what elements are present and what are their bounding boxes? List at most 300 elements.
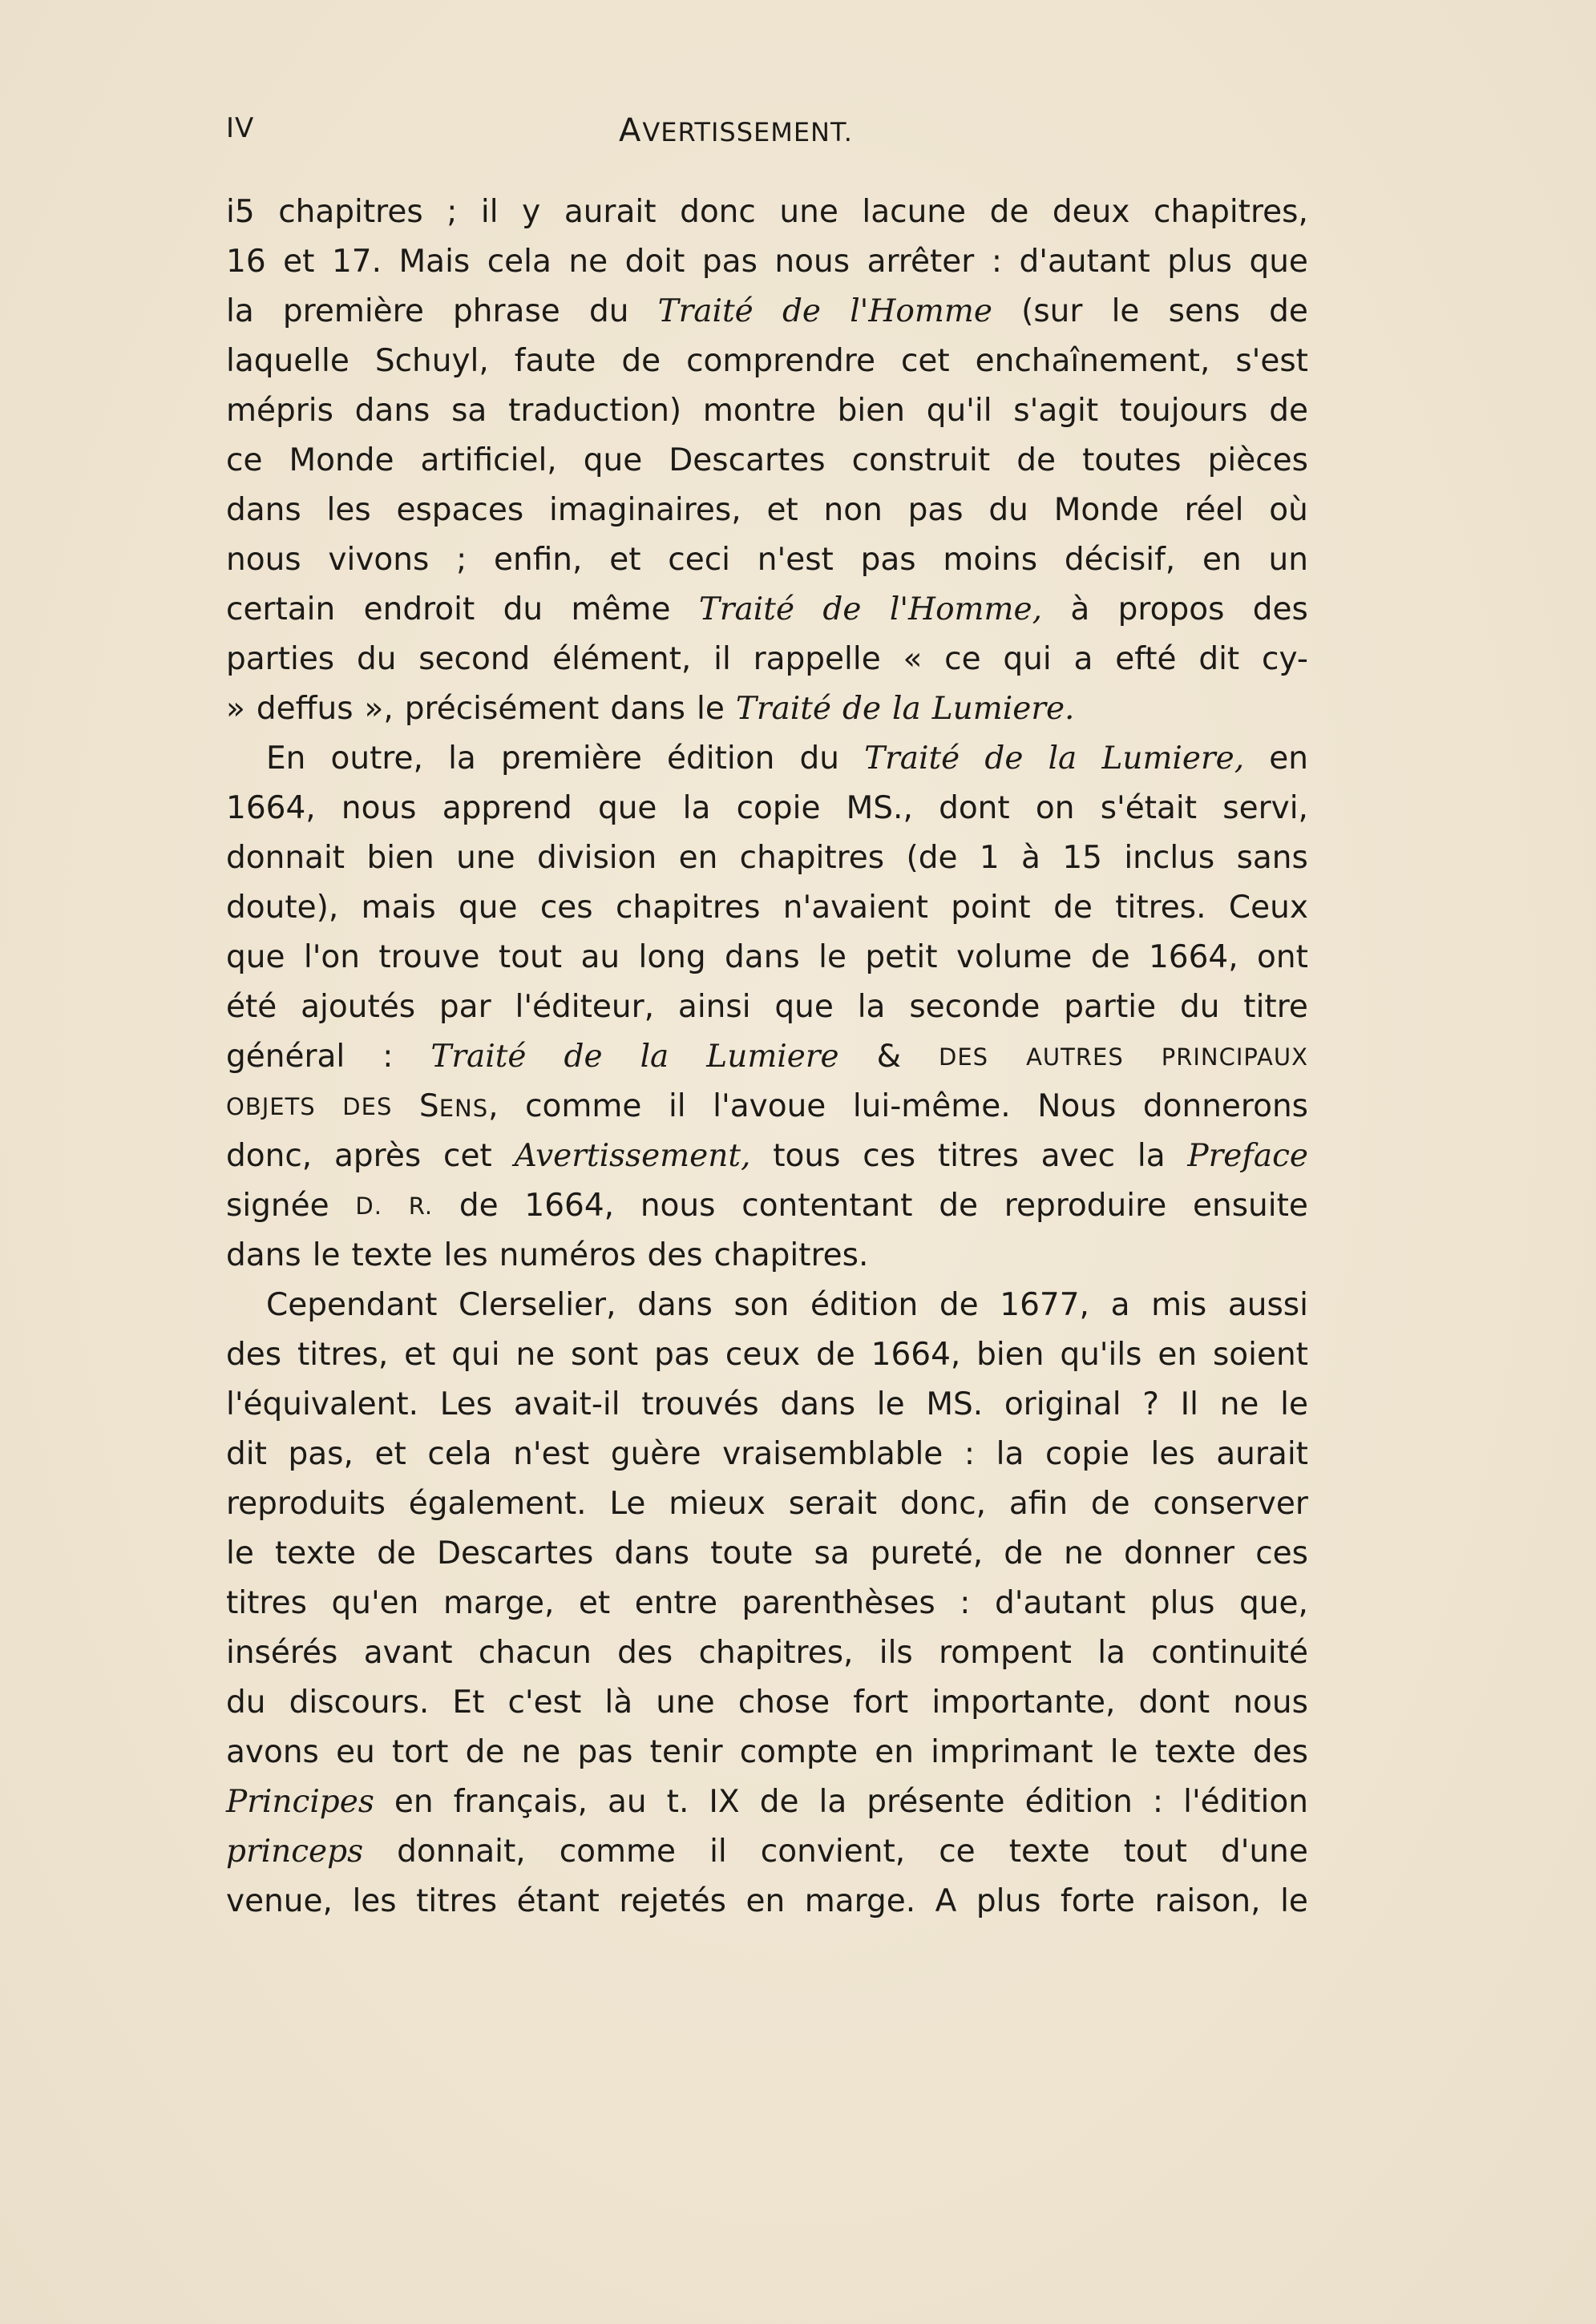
word: français, — [453, 1784, 588, 1820]
word: une — [656, 1684, 715, 1721]
word: la — [892, 691, 921, 727]
word: le — [876, 1386, 905, 1422]
word: du — [503, 591, 543, 627]
word: de — [1004, 1535, 1044, 1572]
word: avons — [226, 1734, 319, 1770]
word: de — [842, 691, 882, 727]
word: réel — [1184, 492, 1244, 528]
word: première — [282, 293, 424, 329]
word: R. — [408, 1192, 434, 1220]
word: du — [588, 293, 629, 329]
word: propos — [1117, 591, 1225, 627]
word: sans — [1236, 840, 1308, 876]
word: ne — [1219, 1386, 1259, 1422]
word: dit — [226, 1436, 267, 1472]
word: plus — [976, 1883, 1041, 1919]
word: ne — [521, 1734, 561, 1770]
word: : — [964, 1436, 976, 1472]
word: ce — [939, 1834, 976, 1870]
word: et — [578, 1585, 611, 1621]
word: ceci — [668, 542, 730, 578]
word: dans — [226, 1237, 301, 1273]
word: texte — [351, 1237, 433, 1273]
word: MS., — [846, 790, 913, 826]
word: venue, — [226, 1883, 333, 1919]
word: pièces — [1207, 442, 1308, 478]
word: le — [312, 1237, 341, 1273]
word: continuité — [1151, 1635, 1308, 1671]
word: de — [459, 1188, 499, 1224]
word: reproduire — [1004, 1188, 1167, 1224]
word: Schuyl, — [374, 343, 489, 379]
word: conserver — [1153, 1486, 1308, 1522]
word: DES — [342, 1093, 393, 1120]
word: cet — [443, 1138, 492, 1174]
word: le — [697, 691, 725, 727]
word: la — [818, 1784, 847, 1820]
word: en — [745, 1883, 786, 1919]
word: sont — [571, 1337, 639, 1373]
word: d'autant — [1019, 244, 1150, 280]
word: pas — [654, 1337, 710, 1373]
word: le — [1280, 1883, 1308, 1919]
text-line — [226, 635, 1308, 684]
word: les — [1150, 1436, 1195, 1472]
word: mieux — [669, 1486, 766, 1522]
word: 1664, — [871, 1337, 961, 1373]
text-line — [226, 1529, 1308, 1579]
word: nous — [774, 244, 851, 280]
word: enchaînement, — [975, 343, 1210, 379]
word: qu'il — [926, 393, 992, 429]
word: même — [571, 591, 671, 627]
word: & — [876, 1039, 901, 1075]
word: de — [984, 740, 1024, 777]
word: copie — [1045, 1436, 1129, 1472]
word: a — [1110, 1287, 1130, 1323]
text-line — [226, 237, 1308, 287]
word: l'éditeur, — [515, 989, 655, 1025]
word: édition — [810, 1287, 919, 1323]
word: forte — [1061, 1883, 1135, 1919]
word: que — [583, 442, 643, 478]
word: qui — [451, 1337, 500, 1373]
word: ne — [1064, 1535, 1103, 1572]
word: par — [438, 989, 491, 1025]
word: bien — [366, 840, 434, 876]
word: faute — [514, 343, 596, 379]
word: que — [597, 790, 657, 826]
word: dans — [725, 939, 800, 975]
word: sa — [814, 1535, 850, 1572]
word: pas — [860, 542, 916, 578]
text-line — [226, 1430, 1308, 1479]
word: phrase — [453, 293, 560, 329]
word: donc — [680, 194, 756, 230]
text-line — [226, 486, 1308, 535]
word: ce — [944, 641, 981, 677]
word: que — [774, 989, 834, 1025]
word: des — [647, 1237, 703, 1273]
word: des — [1252, 591, 1308, 627]
word: seconde — [909, 989, 1040, 1025]
word: servi, — [1222, 790, 1308, 826]
text-line — [226, 1231, 1308, 1281]
word: convient, — [760, 1834, 906, 1870]
word: moins — [943, 542, 1038, 578]
word: des — [226, 1337, 282, 1373]
word: t. — [666, 1784, 689, 1820]
word: plus — [1167, 244, 1232, 280]
word: titres, — [297, 1337, 389, 1373]
word: princeps — [226, 1834, 364, 1870]
word: laquelle — [226, 343, 350, 379]
word: ces — [539, 890, 593, 926]
word: OBJETS — [226, 1093, 316, 1120]
word: à — [1070, 591, 1090, 627]
word: été — [226, 989, 277, 1025]
word: a — [1073, 641, 1093, 677]
word: Traité — [864, 740, 960, 777]
word: Ceux — [1228, 890, 1308, 926]
word: Avertissement, — [514, 1138, 751, 1174]
word: l'avoue — [713, 1088, 826, 1124]
word: raison, — [1154, 1883, 1261, 1919]
word: du — [988, 492, 1028, 528]
word: et — [404, 1337, 436, 1373]
page-number: IV — [226, 112, 255, 144]
word: cela — [487, 244, 552, 280]
word: Il — [1180, 1386, 1199, 1422]
word: il — [709, 1834, 727, 1870]
word: de — [759, 1784, 799, 1820]
word: Monde — [1053, 492, 1159, 528]
word: du — [356, 641, 397, 677]
word: au — [608, 1784, 647, 1820]
word: dont — [1138, 1684, 1210, 1721]
word: DES — [939, 1043, 989, 1071]
word: Mais — [398, 244, 471, 280]
word: ; — [446, 194, 458, 230]
word: tout — [498, 939, 563, 975]
word: ensuite — [1193, 1188, 1308, 1224]
word: il — [668, 1088, 686, 1124]
text-line — [226, 337, 1308, 386]
word: s'agit — [1013, 393, 1099, 429]
word: dans — [610, 691, 686, 727]
text-line — [226, 833, 1308, 883]
word: nous — [640, 1188, 716, 1224]
word: Les — [439, 1386, 493, 1422]
word: le — [818, 939, 846, 975]
word: en — [678, 840, 718, 876]
word: de — [1269, 393, 1308, 429]
word: y — [522, 194, 541, 230]
word: 15 — [1062, 840, 1102, 876]
word: également. — [408, 1486, 587, 1522]
word: cet — [900, 343, 950, 379]
word: sens — [1168, 293, 1240, 329]
text-line — [226, 883, 1308, 933]
word: En — [266, 740, 306, 777]
text-line — [226, 684, 1308, 734]
word: les — [326, 492, 371, 528]
word: dans — [226, 492, 301, 528]
word: décisif, — [1064, 542, 1176, 578]
word: des — [1252, 1734, 1308, 1770]
word: de — [1090, 939, 1130, 975]
text-line — [226, 1181, 1308, 1231]
word: d'une — [1220, 1834, 1308, 1870]
word: en — [1158, 1337, 1198, 1373]
word: son — [733, 1287, 790, 1323]
word: qu'en — [331, 1585, 419, 1621]
word: marge, — [442, 1585, 555, 1621]
word: AUTRES — [1026, 1043, 1124, 1071]
word: » — [226, 691, 245, 727]
word: rejetés — [619, 1883, 726, 1919]
word: ces — [1255, 1535, 1308, 1572]
word: artificiel, — [420, 442, 557, 478]
word: Principes — [226, 1784, 374, 1820]
word: comprendre — [686, 343, 875, 379]
word: précisément — [404, 691, 600, 727]
text-line — [226, 436, 1308, 486]
word: ceux — [725, 1337, 801, 1373]
word: que, — [1239, 1585, 1308, 1621]
word: 1664, — [524, 1188, 615, 1224]
word: Et — [452, 1684, 485, 1721]
word: l'équivalent. — [226, 1386, 419, 1422]
word: titres — [937, 1138, 1019, 1174]
word: la — [857, 989, 886, 1025]
word: « — [903, 641, 923, 677]
word: division — [536, 840, 657, 876]
word: le — [1111, 293, 1140, 329]
word: élément, — [552, 641, 692, 677]
word: que — [459, 890, 518, 926]
word: n'est — [757, 542, 834, 578]
word: soient — [1212, 1337, 1308, 1373]
word: mépris — [226, 393, 333, 429]
word: première — [500, 740, 642, 777]
word: qui — [1003, 641, 1052, 677]
word: plus — [1150, 1585, 1215, 1621]
word: titres — [226, 1585, 307, 1621]
word: pureté, — [870, 1535, 984, 1572]
word: chose — [737, 1684, 830, 1721]
word: trouve — [378, 939, 480, 975]
word: ainsi — [677, 989, 751, 1025]
word: IX — [709, 1784, 740, 1820]
word: nous — [226, 542, 301, 578]
word: second — [418, 641, 531, 677]
text-line — [226, 585, 1308, 635]
word: s'est — [1235, 343, 1308, 379]
word: c'est — [507, 1684, 582, 1721]
word: titre — [1243, 989, 1308, 1025]
word: texte — [1154, 1734, 1236, 1770]
word: ont — [1257, 939, 1308, 975]
text-line — [226, 1777, 1308, 1827]
word: la — [1048, 740, 1077, 777]
word: donnait — [226, 840, 345, 876]
word: espaces — [396, 492, 524, 528]
word: : — [960, 1585, 971, 1621]
word: enfin, — [494, 542, 583, 578]
word: 1664, — [1148, 939, 1238, 975]
word: après — [334, 1138, 422, 1174]
word: dont — [939, 790, 1010, 826]
word: avait-il — [513, 1386, 620, 1422]
word: la — [448, 740, 476, 777]
page-header — [226, 112, 1308, 152]
word: reproduits — [226, 1486, 386, 1522]
word: de — [939, 1287, 979, 1323]
word: en — [1269, 740, 1308, 777]
word: tenir — [649, 1734, 723, 1770]
word: de — [564, 1039, 603, 1075]
word: édition — [1024, 1784, 1133, 1820]
word: rappelle — [753, 641, 881, 677]
text-line — [226, 1082, 1308, 1132]
word: ; — [456, 542, 467, 578]
word: pas — [577, 1734, 633, 1770]
word: donc, — [226, 1138, 313, 1174]
word: marge. — [804, 1883, 916, 1919]
word: que — [226, 939, 285, 975]
word: Preface — [1187, 1138, 1308, 1174]
word: le — [226, 1535, 254, 1572]
text-line — [226, 933, 1308, 982]
word: ne — [515, 1337, 556, 1373]
word: Traité — [430, 1039, 527, 1075]
word: contentant — [741, 1188, 913, 1224]
word: que — [1249, 244, 1308, 280]
word: Traité — [735, 691, 831, 727]
word: édition — [667, 740, 775, 777]
word: imprimant — [931, 1734, 1093, 1770]
word: i5 — [226, 194, 255, 230]
word: tout — [1123, 1834, 1187, 1870]
word: et — [283, 244, 315, 280]
text-line — [226, 1579, 1308, 1628]
word: comme — [525, 1088, 642, 1124]
word: Traité — [657, 293, 754, 329]
word: la — [1137, 1138, 1166, 1174]
word: Clerselier, — [458, 1287, 616, 1323]
word: chacun — [478, 1635, 592, 1671]
word: ce — [226, 442, 263, 478]
word: chapitres — [615, 890, 761, 926]
word: : — [991, 244, 1002, 280]
text-line — [226, 1330, 1308, 1380]
word: deffus — [256, 691, 354, 727]
word: Cependant — [266, 1287, 438, 1323]
word: Lumiere. — [931, 691, 1075, 727]
word: A — [935, 1883, 957, 1919]
word: 17. — [331, 244, 382, 280]
word: il — [480, 194, 499, 230]
word: dans — [780, 1386, 856, 1422]
word: toutes — [1082, 442, 1182, 478]
word: n'est — [513, 1436, 590, 1472]
word: parties — [226, 641, 335, 677]
word: point — [951, 890, 1031, 926]
word: et — [766, 492, 798, 528]
word: compte — [739, 1734, 859, 1770]
word: donnait, — [397, 1834, 526, 1870]
word: à — [1021, 840, 1040, 876]
text-line — [226, 982, 1308, 1032]
word: de — [1269, 293, 1308, 329]
word: dans — [354, 393, 430, 429]
word: titres. — [1115, 890, 1206, 926]
word: un — [1268, 542, 1308, 578]
word: dans — [637, 1287, 713, 1323]
word: guère — [610, 1436, 701, 1472]
text-line — [226, 1827, 1308, 1877]
text-line — [226, 386, 1308, 436]
word: nous — [1233, 1684, 1308, 1721]
word: aurait — [1216, 1436, 1308, 1472]
word: toute — [710, 1535, 794, 1572]
word: aussi — [1227, 1287, 1308, 1323]
word: mis — [1151, 1287, 1207, 1323]
word: 16 — [226, 244, 266, 280]
word: dit — [1198, 641, 1240, 677]
word: cy- — [1262, 641, 1308, 677]
text-line — [226, 1132, 1308, 1181]
text-line — [226, 1628, 1308, 1678]
word: qu'ils — [1060, 1337, 1142, 1373]
word: eu — [336, 1734, 375, 1770]
word: s'était — [1100, 790, 1198, 826]
word: l'Homme, — [889, 591, 1042, 627]
word: le — [1109, 1734, 1138, 1770]
word: avant — [363, 1635, 453, 1671]
word: du — [226, 1684, 266, 1721]
word: Descartes — [436, 1535, 594, 1572]
word: ne — [568, 244, 608, 280]
word: tort — [391, 1734, 449, 1770]
word: sa — [451, 393, 487, 429]
word: général — [226, 1039, 345, 1075]
word: 1 — [979, 840, 1000, 876]
word: PRINCIPAUX — [1161, 1043, 1308, 1071]
word: vraisemblable — [722, 1436, 943, 1472]
word: chapitres — [739, 840, 885, 876]
word: donc, — [899, 1486, 987, 1522]
word: entre — [634, 1585, 717, 1621]
word: Monde — [289, 442, 394, 478]
word: dans — [614, 1535, 690, 1572]
word: outre, — [330, 740, 423, 777]
word: construit — [851, 442, 991, 478]
word: numéros — [499, 1237, 636, 1273]
word: pas — [701, 244, 758, 280]
word: les — [352, 1883, 397, 1919]
word: fort — [853, 1684, 909, 1721]
word: endroit — [363, 591, 475, 627]
word: comme — [559, 1834, 676, 1870]
text-line — [226, 1877, 1308, 1927]
word: du — [1179, 989, 1220, 1025]
word: importante, — [931, 1684, 1116, 1721]
word: les — [443, 1237, 488, 1273]
word: partie — [1064, 989, 1157, 1025]
word: non — [823, 492, 883, 528]
